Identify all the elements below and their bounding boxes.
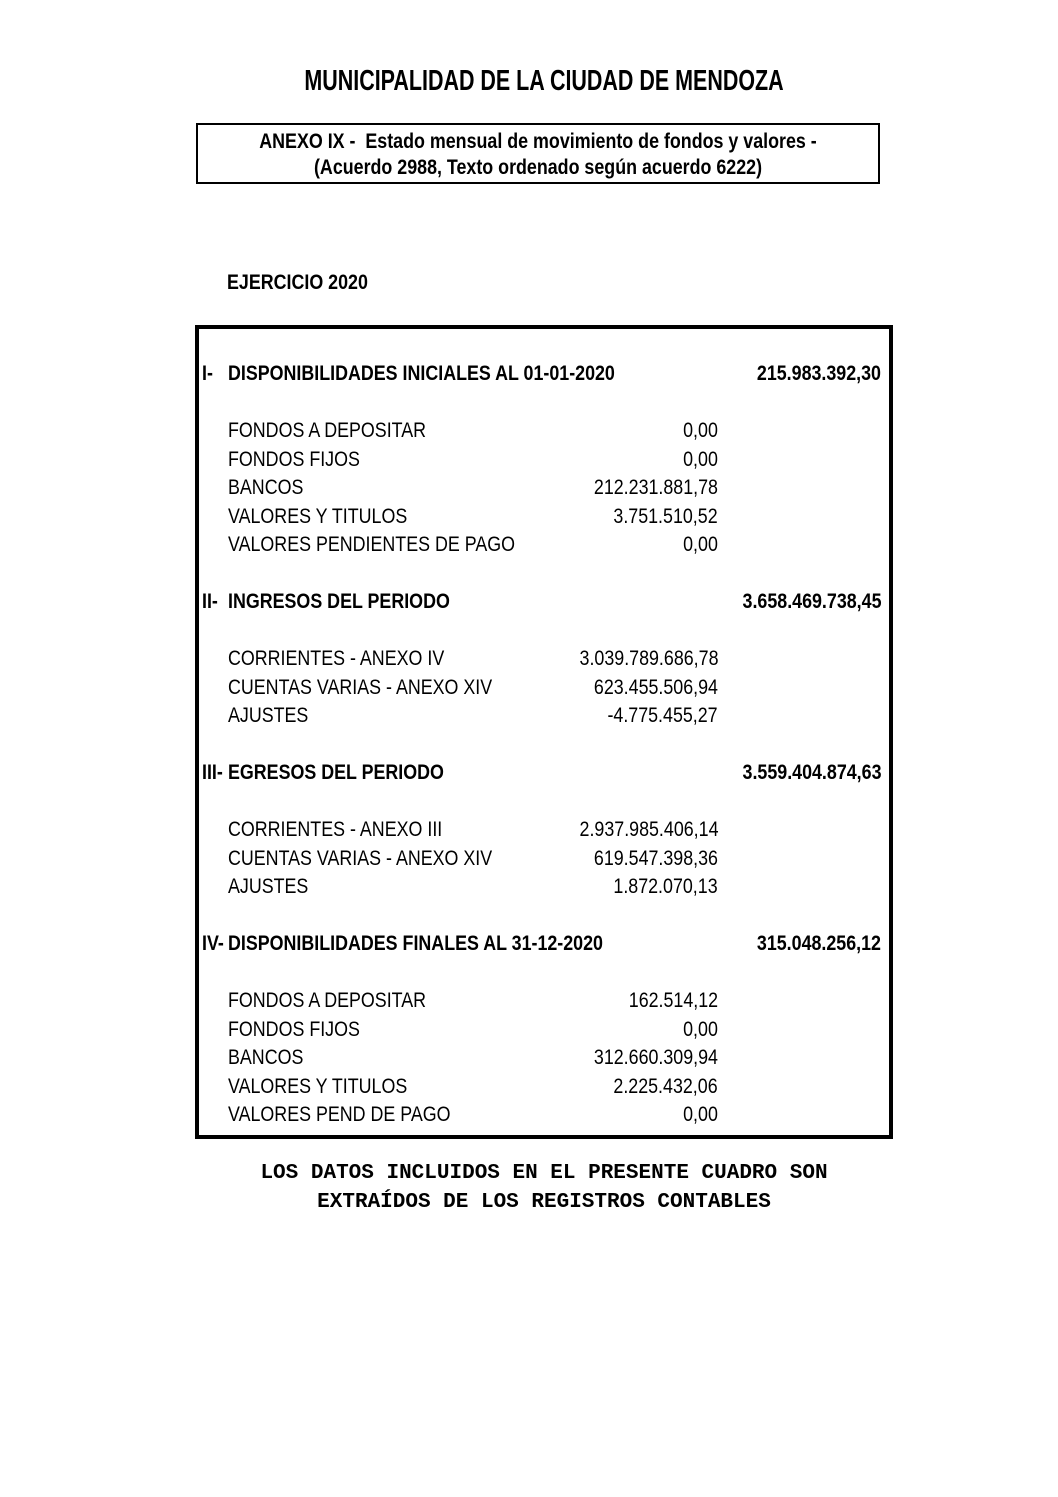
detail-row — [199, 987, 889, 1016]
detail-label: VALORES Y TITULOS — [228, 1074, 408, 1098]
section-iv-row — [199, 930, 889, 959]
footer-note-line1: LOS DATOS INCLUIDOS EN EL PRESENTE CUADRO SON — [260, 1162, 828, 1185]
row-spacer — [199, 788, 889, 817]
section-total-amount: 315.048.256,12 — [756, 932, 881, 955]
row-spacer — [199, 389, 889, 418]
detail-label: FONDOS A DEPOSITAR — [228, 419, 427, 442]
detail-label: BANCOS — [228, 1046, 304, 1069]
detail-row — [199, 645, 889, 674]
row-spacer — [199, 731, 889, 760]
detail-row — [199, 1073, 889, 1102]
detail-amount: 212.231.881,78 — [593, 476, 718, 499]
detail-amount: -4.775.455,27 — [607, 704, 718, 727]
detail-row — [199, 1044, 889, 1073]
section-total-amount: 3.658.469.738,45 — [742, 590, 881, 613]
detail-amount: 0,00 — [683, 533, 718, 556]
section-numeral: IV- — [202, 932, 224, 955]
page-title: MUNICIPALIDAD DE LA CIUDAD DE MENDOZA — [304, 65, 784, 97]
detail-label: CUENTAS VARIAS - ANEXO XIV — [228, 846, 493, 870]
detail-row — [199, 1016, 889, 1045]
detail-amount: 162.514,12 — [628, 989, 718, 1012]
detail-row — [199, 1101, 889, 1130]
section-numeral: I- — [202, 362, 213, 385]
section-label: INGRESOS DEL PERIODO — [228, 590, 450, 613]
detail-label: CORRIENTES - ANEXO III — [228, 818, 443, 841]
detail-amount: 3.039.789.686,78 — [579, 647, 718, 670]
detail-row — [199, 531, 889, 560]
section-i-row — [199, 360, 889, 389]
section-iii-row — [199, 759, 889, 788]
detail-row — [199, 503, 889, 532]
detail-label: VALORES PENDIENTES DE PAGO — [228, 533, 515, 556]
exercise-label: EJERCICIO 2020 — [227, 271, 368, 294]
detail-row — [199, 873, 889, 902]
detail-amount: 312.660.309,94 — [593, 1046, 718, 1069]
detail-label: CORRIENTES - ANEXO IV — [228, 647, 445, 670]
section-label: DISPONIBILIDADES INICIALES AL 01-01-2020 — [228, 362, 615, 385]
detail-amount: 0,00 — [683, 419, 718, 442]
detail-amount: 1.872.070,13 — [613, 875, 718, 898]
detail-row — [199, 845, 889, 874]
detail-row — [199, 674, 889, 703]
detail-amount: 2.225.432,06 — [613, 1074, 718, 1098]
detail-label: AJUSTES — [228, 704, 309, 727]
detail-row — [199, 702, 889, 731]
detail-label: FONDOS A DEPOSITAR — [228, 989, 427, 1012]
detail-label: BANCOS — [228, 476, 304, 499]
section-total-amount: 215.983.392,30 — [756, 362, 881, 385]
detail-row — [199, 446, 889, 475]
section-label: DISPONIBILIDADES FINALES AL 31-12-2020 — [228, 932, 603, 955]
detail-row — [199, 417, 889, 446]
detail-row — [199, 474, 889, 503]
detail-label: AJUSTES — [228, 875, 309, 898]
section-ii-row — [199, 588, 889, 617]
detail-label: CUENTAS VARIAS - ANEXO XIV — [228, 675, 493, 699]
detail-row — [199, 816, 889, 845]
row-spacer — [199, 959, 889, 988]
detail-label: VALORES PEND DE PAGO — [228, 1103, 451, 1126]
section-label: EGRESOS DEL PERIODO — [228, 761, 444, 784]
section-total-amount: 3.559.404.874,63 — [742, 761, 881, 784]
row-spacer — [199, 617, 889, 646]
row-spacer — [199, 902, 889, 931]
statement-box — [195, 325, 893, 1139]
document-page — [195, 0, 893, 1497]
detail-amount: 0,00 — [683, 1017, 718, 1041]
footer-note — [195, 1160, 893, 1217]
detail-amount: 623.455.506,94 — [593, 675, 718, 699]
detail-label: FONDOS FIJOS — [228, 447, 360, 471]
detail-label: FONDOS FIJOS — [228, 1017, 360, 1041]
section-numeral: II- — [202, 590, 218, 613]
detail-amount: 3.751.510,52 — [613, 504, 718, 528]
section-numeral: III- — [202, 761, 223, 784]
detail-amount: 2.937.985.406,14 — [579, 818, 718, 841]
detail-amount: 0,00 — [683, 1103, 718, 1126]
anexo-title-line1: ANEXO IX - Estado mensual de movimiento de fondos y valores - — [259, 130, 817, 153]
detail-amount: 619.547.398,36 — [593, 846, 718, 870]
detail-label: VALORES Y TITULOS — [228, 504, 408, 528]
row-spacer — [199, 560, 889, 589]
footer-note-line2: EXTRAÍDOS DE LOS REGISTROS CONTABLES — [317, 1190, 771, 1214]
detail-amount: 0,00 — [683, 447, 718, 471]
anexo-title-line2: (Acuerdo 2988, Texto ordenado según acuerdo 6222) — [313, 156, 763, 179]
anexo-title-box — [196, 123, 880, 184]
